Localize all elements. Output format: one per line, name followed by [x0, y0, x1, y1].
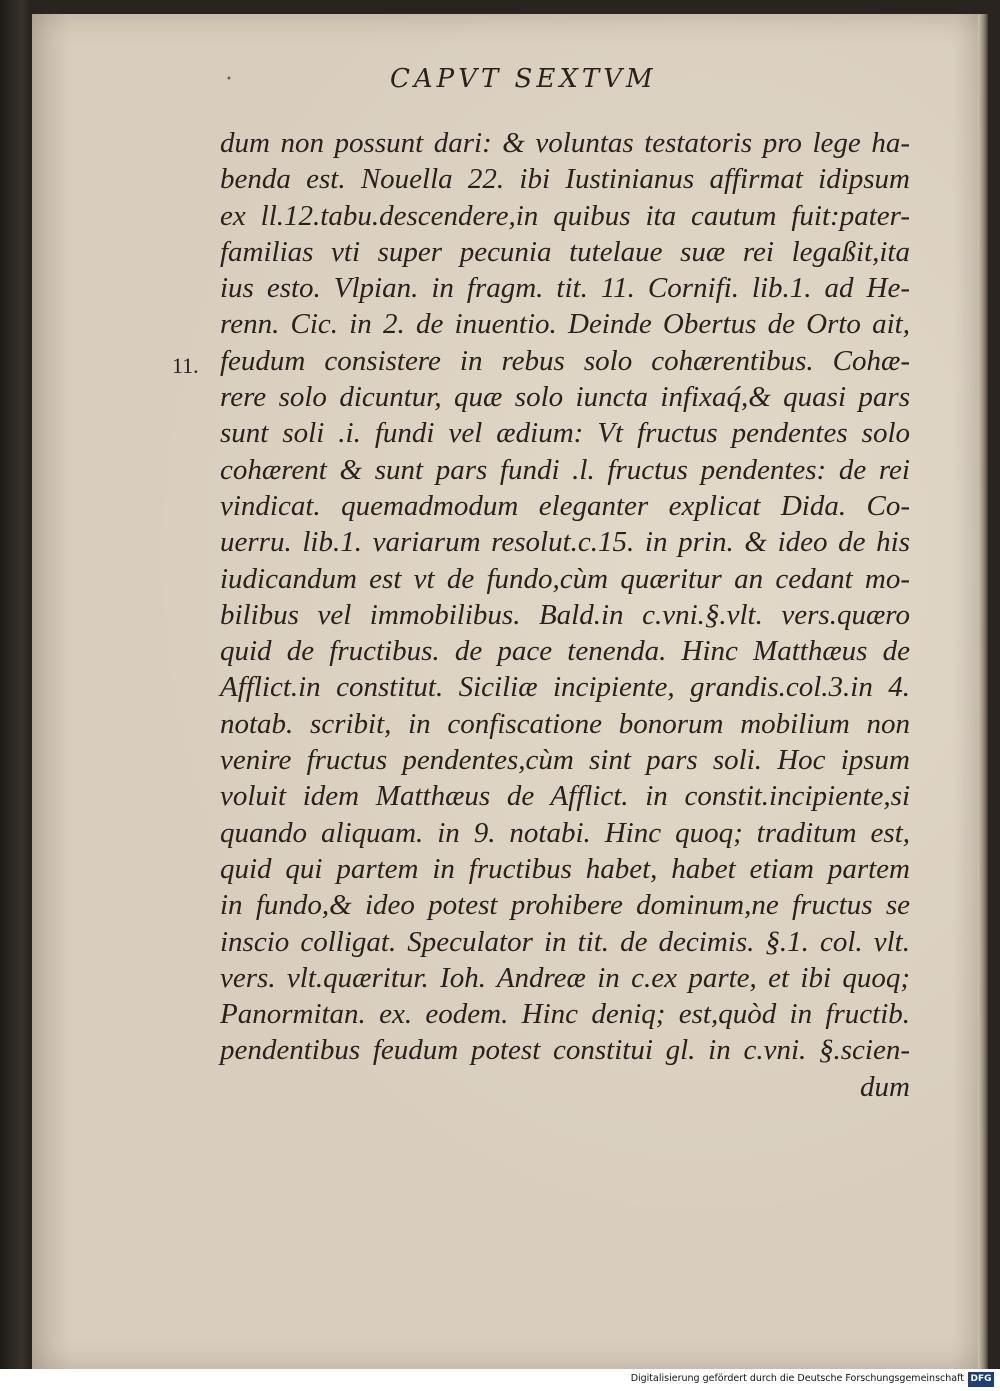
- text-line: rere solo dicuntur, quæ solo iuncta infixaq́,& quasi pars: [220, 381, 910, 414]
- text-line: Afflict.in constitut. Siciliæ incipiente, grandis.col.3.in 4.: [220, 671, 910, 704]
- dfg-logo-icon: DFG: [968, 1372, 994, 1387]
- text-line: voluit idem Matthæus de Afflict. in constit.incipiente,si: [220, 780, 910, 813]
- text-line: dum non possunt dari: & voluntas testatoris pro lege ha-: [220, 127, 910, 159]
- text-line: bilibus vel immobilibus. Bald.in c.vni.§.vlt. vers.quæro: [220, 598, 910, 631]
- text-line: ex ll.12.tabu.descendere,in quibus ita cautum fuit:pater-: [220, 199, 910, 232]
- text-line: familias vti super pecunia tutelaue suæ rei legaßit,ita: [220, 235, 910, 268]
- text-line: notab. scribit, in confiscatione bonorum mobilium non: [220, 707, 910, 740]
- text-line: inscio colligat. Speculator in tit. de decimis. §.1. col. vlt.: [220, 925, 910, 958]
- text-line: in fundo,& ideo potest prohibere dominum,ne fructus se: [220, 889, 910, 922]
- text-line: pendentibus feudum potest constitui gl. in c.vni. §.scien-: [220, 1034, 910, 1067]
- catchword: dum: [860, 1070, 910, 1103]
- text-line: quid qui partem in fructibus habet, habet etiam partem: [220, 852, 910, 885]
- text-line: vindicat. quemadmodum eleganter explicat Dida. Co-: [220, 489, 910, 522]
- text-line: quid de fructibus. de pace tenenda. Hinc Matthæus de: [220, 635, 910, 668]
- text-line: quando aliquam. in 9. notabi. Hinc quoq; traditum est,: [220, 816, 910, 849]
- page-edge: [978, 14, 988, 1369]
- text-line: feudum consistere in rebus solo cohærentibus. Cohæ-: [220, 344, 910, 377]
- text-line: uerru. lib.1. variarum resolut.c.15. in prin. & ideo de his: [220, 526, 910, 559]
- footer-credit: Digitalisierung gefördert durch die Deutsche Forschungsgemeinschaft: [630, 1373, 964, 1384]
- text-line: Panormitan. ex. eodem. Hinc deniq; est,quòd in fructib.: [220, 998, 910, 1031]
- running-head: CAPVT SEXTVM: [390, 64, 657, 94]
- text-line: venire fructus pendentes,cùm sint pars soli. Hoc ipsum: [220, 744, 910, 777]
- text-line: renn. Cic. in 2. de inuentio. Deinde Obertus de Orto ait,: [220, 308, 910, 341]
- text-line: cohærent & sunt pars fundi .l. fructus pendentes: de rei: [220, 453, 910, 486]
- text-line: sunt soli .i. fundi vel ædium: Vt fructus pendentes solo: [220, 417, 910, 450]
- running-head-ornament: •: [226, 74, 232, 85]
- margin-note-number: 11.: [172, 353, 199, 378]
- text-line: vers. vlt.quæritur. Ioh. Andreæ in c.ex parte, et ibi quoq;: [220, 961, 910, 994]
- text-line: ius esto. Vlpian. in fragm. tit. 11. Cornifi. lib.1. ad He-: [220, 272, 910, 305]
- footer-bar: [0, 1369, 1000, 1391]
- text-line: iudicandum est vt de fundo,cùm quæritur an cedant mo-: [220, 562, 910, 595]
- body-text: [220, 125, 910, 1105]
- text-line: benda est. Nouella 22. ibi Iustinianus affirmat idipsum: [220, 163, 910, 196]
